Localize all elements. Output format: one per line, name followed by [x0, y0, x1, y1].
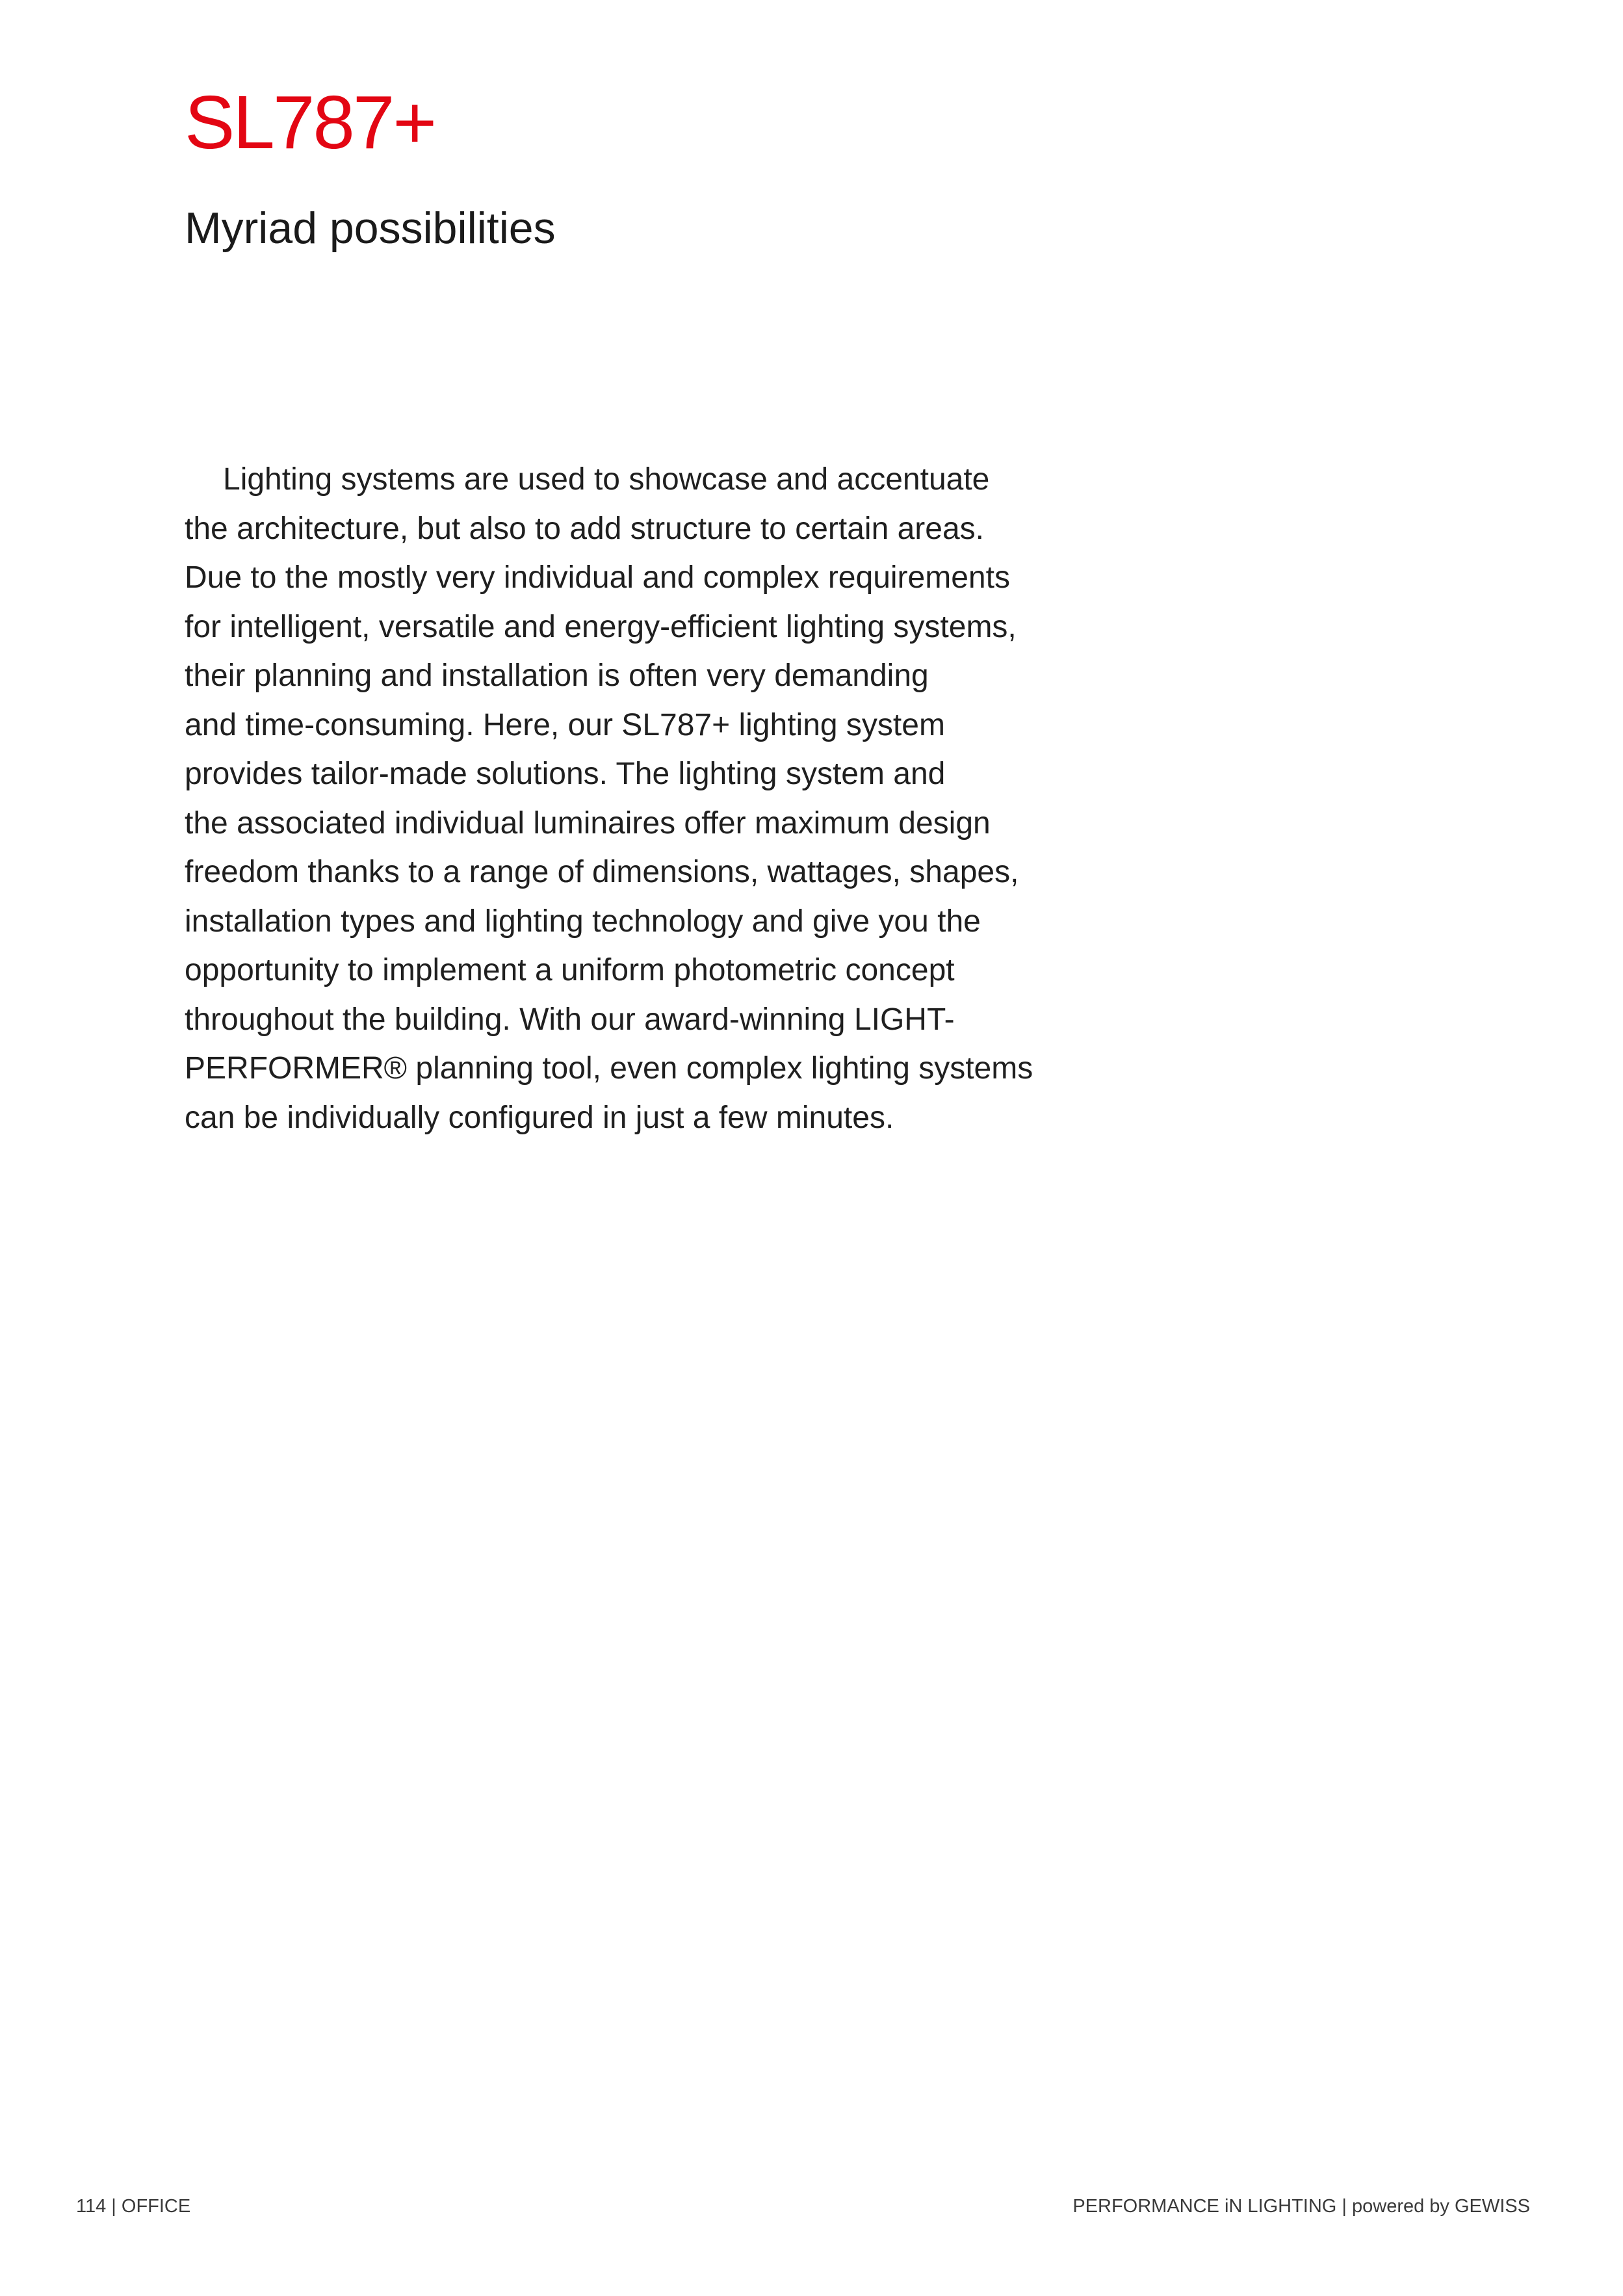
body-line: the architecture, but also to add structure to certain areas. — [185, 511, 984, 546]
body-line: Due to the mostly very individual and complex requirements — [185, 560, 1010, 595]
footer-brand-tagline: PERFORMANCE iN LIGHTING | powered by GEWISS — [1072, 2196, 1530, 2217]
page-subtitle: Myriad possibilities — [185, 203, 556, 253]
body-line: freedom thanks to a range of dimensions, wattages, shapes, — [185, 855, 1019, 889]
body-line: can be individually configured in just a few minutes. — [185, 1100, 894, 1135]
page-title: SL787+ — [185, 80, 435, 164]
footer-page-section: 114 | OFFICE — [76, 2196, 191, 2217]
body-line: opportunity to implement a uniform photometric concept — [185, 953, 955, 987]
body-line: throughout the building. With our award-winning LIGHT- — [185, 1002, 955, 1037]
body-line: PERFORMER® planning tool, even complex lighting systems — [185, 1051, 1033, 1086]
body-line: Lighting systems are used to showcase and accentuate — [223, 462, 990, 497]
body-line: and time-consuming. Here, our SL787+ lighting system — [185, 707, 945, 742]
body-line: installation types and lighting technology and give you the — [185, 904, 981, 939]
body-line: provides tailor-made solutions. The lighting system and — [185, 757, 946, 791]
body-paragraph — [185, 455, 1121, 1142]
body-line: their planning and installation is often very demanding — [185, 659, 929, 693]
body-line: for intelligent, versatile and energy-efficient lighting systems, — [185, 609, 1017, 644]
body-line: the associated individual luminaires offer maximum design — [185, 805, 991, 841]
